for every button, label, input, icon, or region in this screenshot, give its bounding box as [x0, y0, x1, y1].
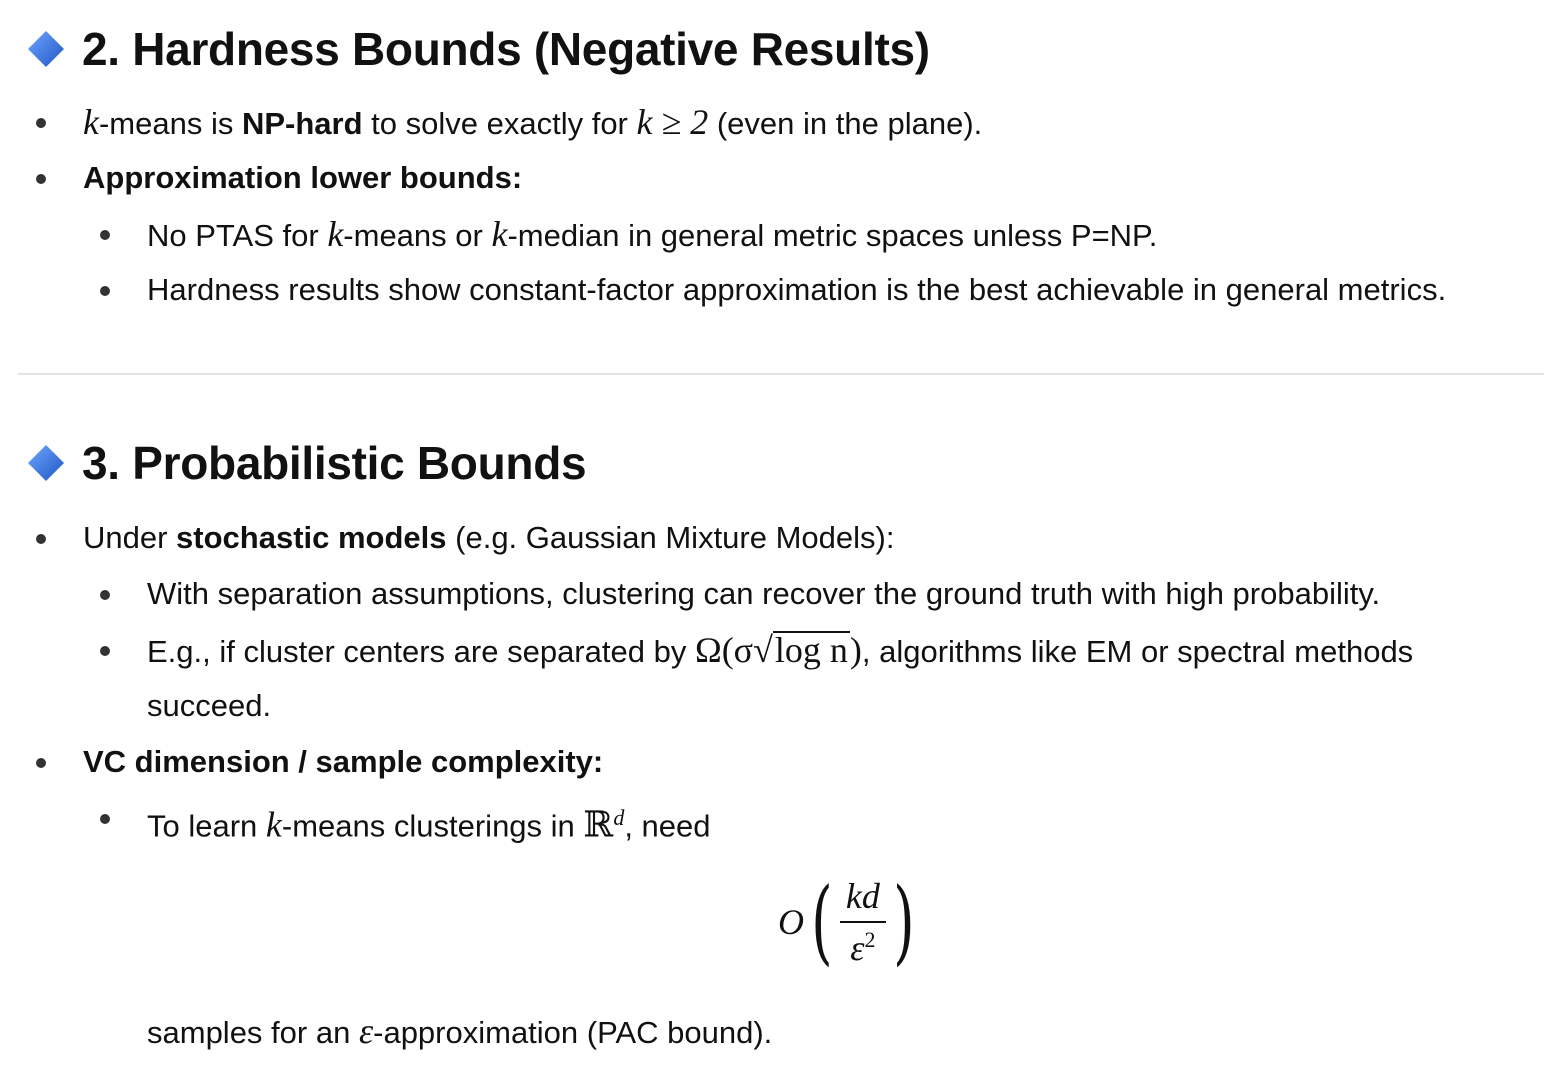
bullet — [36, 534, 46, 544]
display-formula: O ( $\frac{kd}{\varepsilon^2}$ ) — [778, 868, 915, 975]
list-item: With separation assumptions, clustering can recover the ground truth with high probability. — [147, 576, 1381, 611]
section-2-title: 2. Hardness Bounds (Negative Results) — [82, 23, 930, 75]
list-item: Under stochastic models (e.g. Gaussian Mixture Models): — [83, 520, 895, 555]
section-divider — [18, 373, 1544, 375]
section-2-heading — [26, 22, 930, 76]
bullet — [36, 118, 46, 128]
bullet — [36, 174, 46, 184]
bullet — [100, 814, 110, 824]
bullet — [36, 758, 46, 768]
section-3-heading — [26, 436, 586, 490]
bullet — [100, 286, 110, 296]
list-item: No PTAS for k-means or k-median in general metric spaces unless P=NP. — [147, 214, 1158, 254]
list-item: k-means is NP-hard to solve exactly for k ≥ 2 (even in the plane). — [83, 102, 983, 142]
bullet — [100, 646, 110, 656]
sqrt-expression: √log n — [753, 630, 848, 670]
fraction: $\frac{kd}{\varepsilon^2}$ — [840, 875, 886, 969]
list-item: E.g., if cluster centers are separated by Ω(σ√log n), algorithms like EM or spectral methods — [147, 630, 1414, 670]
section-3-title: 3. Probabilistic Bounds — [82, 437, 587, 489]
bullet — [100, 230, 110, 240]
blue-diamond-icon — [26, 443, 66, 483]
bullet — [100, 590, 110, 600]
list-item: Approximation lower bounds: — [83, 160, 523, 195]
list-item-continuation: succeed. — [147, 688, 272, 723]
blue-diamond-icon — [26, 29, 66, 69]
list-item-continuation: samples for an ε-approximation (PAC bound). — [147, 1011, 773, 1051]
list-item: VC dimension / sample complexity: — [83, 744, 604, 779]
list-item: Hardness results show constant-factor approximation is the best achievable in general metrics. — [147, 272, 1447, 307]
list-item: To learn k-means clusterings in ℝ$^d$, need — [147, 804, 711, 845]
